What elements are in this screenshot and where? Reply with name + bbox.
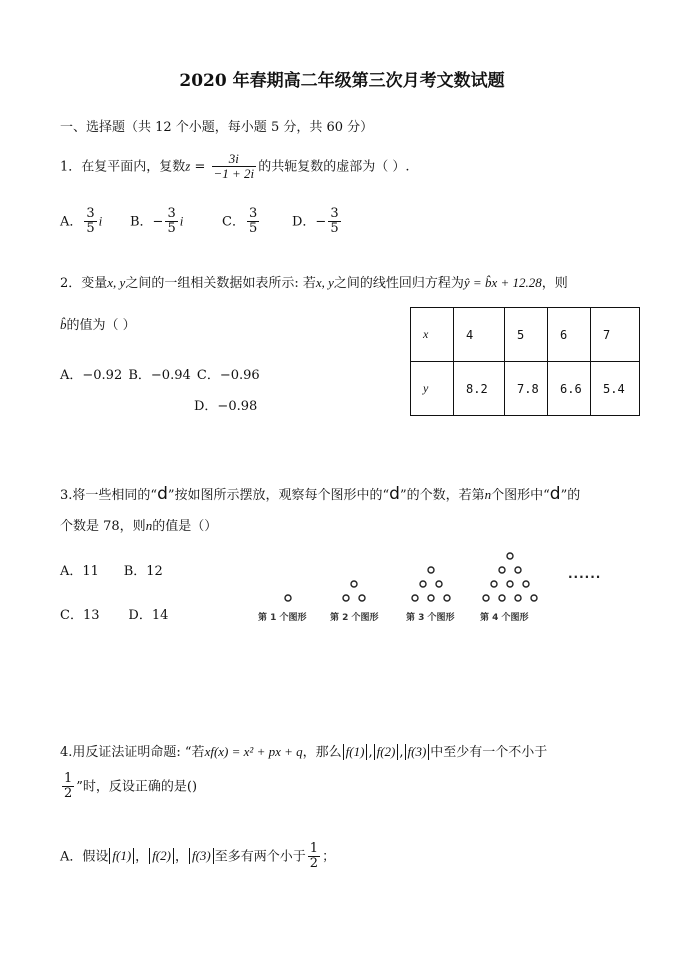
- q1-fraction: [212, 152, 257, 182]
- q4-text-a: 4.用反证法证明命题: “若: [60, 745, 205, 760]
- figure-4-dot: [507, 553, 513, 559]
- q3-text-d: 个图形中“: [491, 488, 550, 503]
- figure-4-dot: [523, 581, 529, 587]
- q1-option-c-den: 5: [248, 221, 258, 237]
- figure-4-dot: [507, 581, 513, 587]
- section-heading: 一、选择题（共 12 个小题，每小题 5 分，共 60 分）: [60, 120, 374, 135]
- q4-expression: xf(x) = x² + px + q: [204, 744, 303, 759]
- q4-option-a-f2: f(2): [149, 848, 174, 864]
- q2-text-a: 2．变量: [60, 276, 108, 291]
- table-cell: 4: [454, 308, 505, 362]
- q3-text-f: 个数是 78，则: [60, 519, 146, 534]
- q2-option-d[interactable]: D．−0.98: [194, 399, 258, 414]
- q3-text-g: 的值是（）: [152, 519, 218, 534]
- q3-n-1: n: [484, 487, 492, 502]
- figure-3-label: 第 3 个图形: [406, 613, 455, 623]
- question-3-line-1: [60, 484, 580, 504]
- question-3-line-2: [60, 515, 217, 534]
- q4-option-a-half-num: 1: [309, 841, 319, 856]
- q4-option-a-f1: f(1): [109, 848, 134, 864]
- figure-4-dot: [515, 567, 521, 573]
- q4-half-num: 1: [64, 771, 73, 786]
- q4-option-a-half-den: 2: [309, 856, 319, 872]
- table-cell: x: [411, 308, 454, 362]
- figure-4-dot: [491, 581, 497, 587]
- q2-text-d: ，则: [541, 276, 568, 291]
- q4-half-den: 2: [64, 786, 73, 802]
- q1-option-b-tail: i: [179, 213, 184, 229]
- q4-f2: f(2): [374, 744, 399, 760]
- q1-option-b-num: 3: [167, 206, 176, 221]
- table-cell: 6.6: [548, 362, 591, 416]
- q1-option-c[interactable]: [222, 207, 261, 237]
- q1-suffix: 的共轭复数的虚部为（ ）.: [258, 159, 410, 175]
- figure-4-dot: [515, 595, 521, 601]
- q1-option-a-den: 5: [86, 221, 95, 237]
- q1-option-a-label: A．: [60, 214, 83, 230]
- figure-1-dot: [285, 595, 291, 601]
- q3-options-cd[interactable]: C．13 D．14: [60, 608, 169, 623]
- table-row: [411, 362, 640, 416]
- q1-option-d[interactable]: [292, 207, 343, 237]
- figure-3-dot: [428, 595, 434, 601]
- q1-option-d-label: D．−: [292, 214, 327, 230]
- figure-3-dot: [420, 581, 426, 587]
- q1-option-a-num: 3: [86, 206, 95, 221]
- q1-prefix: 1．在复平面内，复数: [60, 159, 186, 175]
- question-4-line-2: [60, 772, 197, 802]
- table-cell: 7.8: [505, 362, 548, 416]
- question-4-line-1: 4.用反证法证明命题: “若xf(x) = x² + px + q，那么 f(1) , f(2) , f(3) 中至少有一个不小于: [60, 744, 548, 760]
- q3-text-e: ”的: [560, 488, 581, 503]
- q4-f1: f(1): [343, 744, 368, 760]
- q4-option-a-mid: 至多有两个小于: [214, 849, 306, 865]
- q1-option-c-label: C．: [222, 214, 245, 230]
- page-title: 2020 年春期高二年级第三次月考文数试题: [179, 71, 505, 91]
- table-cell: 7: [591, 308, 640, 362]
- q3-n-2: n: [145, 518, 153, 533]
- q1-z: z: [185, 158, 191, 174]
- q2-xy-1: x, y: [107, 275, 126, 290]
- q3-symbol-1: d: [157, 484, 168, 504]
- figure-4-label: 第 4 个图形: [480, 613, 529, 623]
- table-cell: y: [411, 362, 454, 416]
- q3-text-b: ”按如图所示摆放，观察每个图形中的“: [167, 488, 390, 503]
- q4-option-a-end: ；: [322, 849, 336, 865]
- q1-option-b-den: 5: [167, 221, 176, 237]
- figure-2-dot: [343, 595, 349, 601]
- q3-symbol-2: d: [389, 484, 400, 504]
- q2-data-table: [410, 307, 640, 416]
- table-cell: 5: [505, 308, 548, 362]
- q4-f3: f(3): [405, 744, 430, 760]
- figure-4-dot: [531, 595, 537, 601]
- table-cell: 5.4: [591, 362, 640, 416]
- q4-half: [62, 772, 74, 802]
- question-2-line-1: [60, 272, 568, 291]
- figure-3-dot: [428, 567, 434, 573]
- q4-option-a-half: [308, 842, 320, 872]
- figure-2-dot: [351, 581, 357, 587]
- q3-options-ab[interactable]: A．11 B．12: [60, 564, 163, 579]
- q1-num: 3i: [212, 152, 257, 167]
- figure-3-dot: [412, 595, 418, 601]
- q4-option-a-label: A．假设: [60, 849, 109, 865]
- q1-option-d-den: 5: [330, 221, 339, 237]
- q3-text-c: ”的个数，若第: [399, 488, 485, 503]
- figure-3-dot: [444, 595, 450, 601]
- q1-option-c-num: 3: [248, 206, 258, 221]
- table-row: [411, 308, 640, 362]
- q3-symbol-3: d: [549, 484, 561, 504]
- q1-option-b[interactable]: [130, 207, 183, 237]
- table-cell: 8.2: [454, 362, 505, 416]
- figure-4-dot: [483, 595, 489, 601]
- q2-text-c: 之间的线性回归方程为: [333, 276, 464, 291]
- question-2-line-2: [60, 314, 136, 333]
- q2-text-e: 的值为（ ）: [66, 318, 136, 333]
- q2-text-b: 之间的一组相关数据如表所示: 若: [125, 276, 316, 291]
- q3-text-a: 3.将一些相同的“: [60, 488, 158, 503]
- q1-option-a-tail: i: [98, 213, 103, 229]
- figure-4-dot: [499, 595, 505, 601]
- q2-options-abc[interactable]: A．−0.92 B．−0.94 C．−0.96: [60, 368, 260, 383]
- figure-ellipsis: ······: [568, 570, 602, 584]
- q1-option-b-label: B．−: [130, 214, 164, 230]
- q2-xy-2: x, y: [315, 275, 334, 290]
- figure-4-dot: [499, 567, 505, 573]
- q2-b-hat: b̂: [60, 317, 67, 332]
- q4-text-d: ”时，反设正确的是(): [76, 779, 198, 795]
- q3-dot-figure: [240, 548, 644, 638]
- figure-1-label: 第 1 个图形: [258, 613, 307, 623]
- q4-option-a-f3: f(3): [189, 848, 214, 864]
- q1-option-d-num: 3: [330, 206, 339, 221]
- q2-regression-eq: ŷ = b̂x + 12.28: [463, 275, 542, 290]
- q1-option-a[interactable]: [60, 207, 102, 237]
- figure-2-dot: [359, 595, 365, 601]
- q4-text-c: 中至少有一个不小于: [430, 745, 548, 760]
- figure-3-dot: [436, 581, 442, 587]
- q1-eq: =: [190, 159, 210, 175]
- question-1: [60, 152, 409, 182]
- table-cell: 6: [548, 308, 591, 362]
- q4-option-a[interactable]: A．假设 f(1) ， f(2) ， f(3) 至多有两个小于 $\frac{1}{2}$ ；: [60, 841, 336, 872]
- q1-den: −1 + 2i: [213, 166, 255, 182]
- q4-text-b: ，那么: [302, 745, 342, 760]
- figure-2-label: 第 2 个图形: [330, 613, 379, 623]
